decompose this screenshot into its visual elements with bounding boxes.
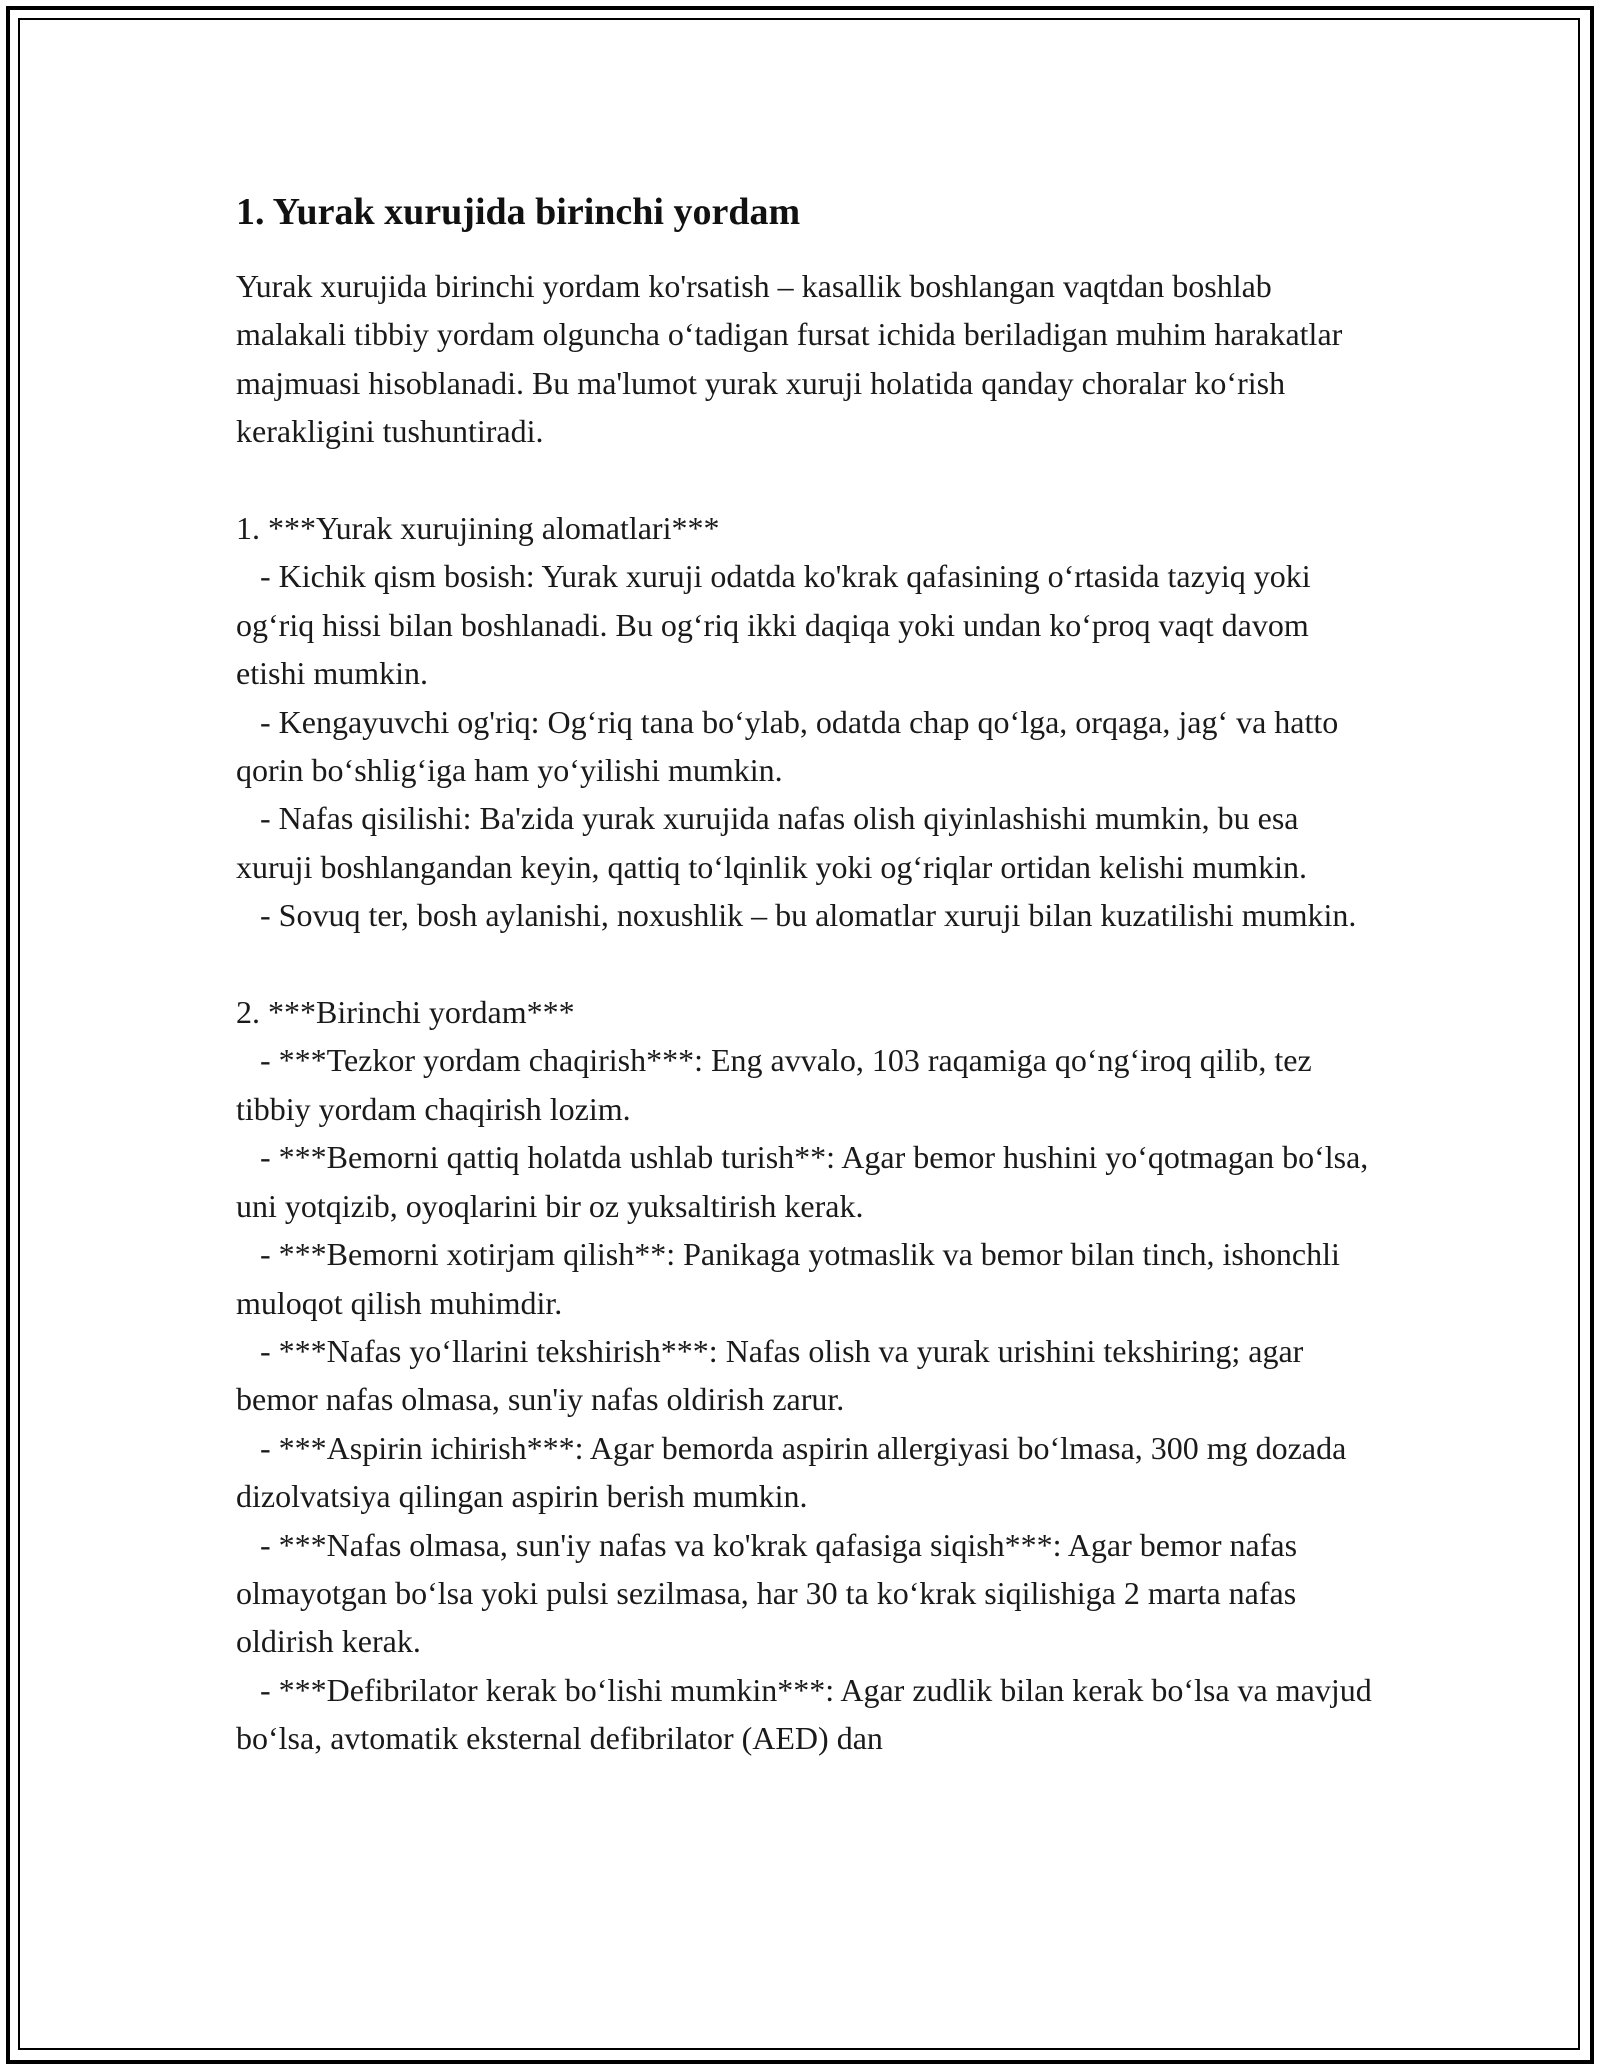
spacer bbox=[236, 940, 1376, 988]
first-aid-item: - ***Bemorni qattiq holatda ushlab turish**: Agar bemor hushini yo‘qotmagan bo‘lsa, uni yotqizib, oyoqlarini bir oz yuksaltirish kerak. bbox=[236, 1139, 1377, 1224]
document-title: 1. Yurak xurujida birinchi yordam bbox=[236, 191, 801, 233]
section-heading-first-aid: 2. ***Birinchi yordam*** bbox=[236, 994, 575, 1031]
first-aid-item: - ***Bemorni xotirjam qilish**: Panikaga yotmaslik va bemor bilan tinch, ishonchli muloqot qilish muhimdir. bbox=[236, 1236, 1348, 1321]
first-aid-item: - ***Aspirin ichirish***: Agar bemorda aspirin allergiyasi bo‘lmasa, 300 mg dozada dizolvatsiya qilingan aspirin berish mumkin. bbox=[236, 1429, 1355, 1515]
document-body bbox=[236, 188, 1380, 1763]
spacer bbox=[236, 456, 1376, 504]
first-aid-item: - ***Nafas olmasa, sun'iy nafas va ko'krak qafasiga siqish***: Agar bemor nafas olmayotgan bo‘lsa yoki pulsi sezilmasa, har 30 ta ko‘krak siqilishiga 2 marta nafas oldirish kerak. bbox=[236, 1526, 1306, 1660]
symptom-item: - Kichik qism bosish: Yurak xuruji odatda ko'krak qafasining o‘rtasida tazyiq yoki og‘riq hissi bilan boshlanadi. Bu og‘riq ikki daqiqa yoki undan ko‘proq vaqt davom etishi mumkin. bbox=[236, 558, 1319, 692]
first-aid-item: - ***Tezkor yordam chaqirish***: Eng avvalo, 103 raqamiga qo‘ng‘iroq qilib, tez tibbiy yordam chaqirish lozim. bbox=[236, 1042, 1320, 1127]
symptom-item: - Nafas qisilishi: Ba'zida yurak xurujida nafas olish qiyinlashishi mumkin, bu esa xuruji boshlangandan keyin, qattiq to‘lqinlik yoki og‘riqlar ortidan kelishi mumkin. bbox=[236, 800, 1307, 885]
first-aid-item: - ***Defibrilator kerak bo‘lishi mumkin***: Agar zudlik bilan kerak bo‘lsa va mavjud bo‘lsa, avtomatik eksternal defibrilator (AED) dan bbox=[236, 1671, 1380, 1757]
intro-paragraph: Yurak xurujida birinchi yordam ko'rsatish – kasallik boshlangan vaqtdan boshlab malakali tibbiy yordam olguncha o‘tadigan fursat ichida beriladigan muhim harakatlar majmuasi hisoblanadi. Bu ma'lumot yurak xuruji holatida qanday choralar ko‘rish kerakligini tushuntiradi. bbox=[236, 268, 1351, 450]
symptom-item: - Sovuq ter, bosh aylanishi, noxushlik – bu alomatlar xuruji bilan kuzatilishi mumkin. bbox=[236, 897, 1357, 934]
symptom-item: - Kengayuvchi og'riq: Og‘riq tana bo‘ylab, odatda chap qo‘lga, orqaga, jag‘ va hatto qorin bo‘shlig‘iga ham yo‘yilishi mumkin. bbox=[236, 703, 1347, 789]
first-aid-item: - ***Nafas yo‘llarini tekshirish***: Nafas olish va yurak urishini tekshiring; agar bemor nafas olmasa, sun'iy nafas oldirish zarur. bbox=[236, 1332, 1312, 1418]
section-heading-symptoms: 1. ***Yurak xurujining alomatlari*** bbox=[236, 510, 720, 547]
